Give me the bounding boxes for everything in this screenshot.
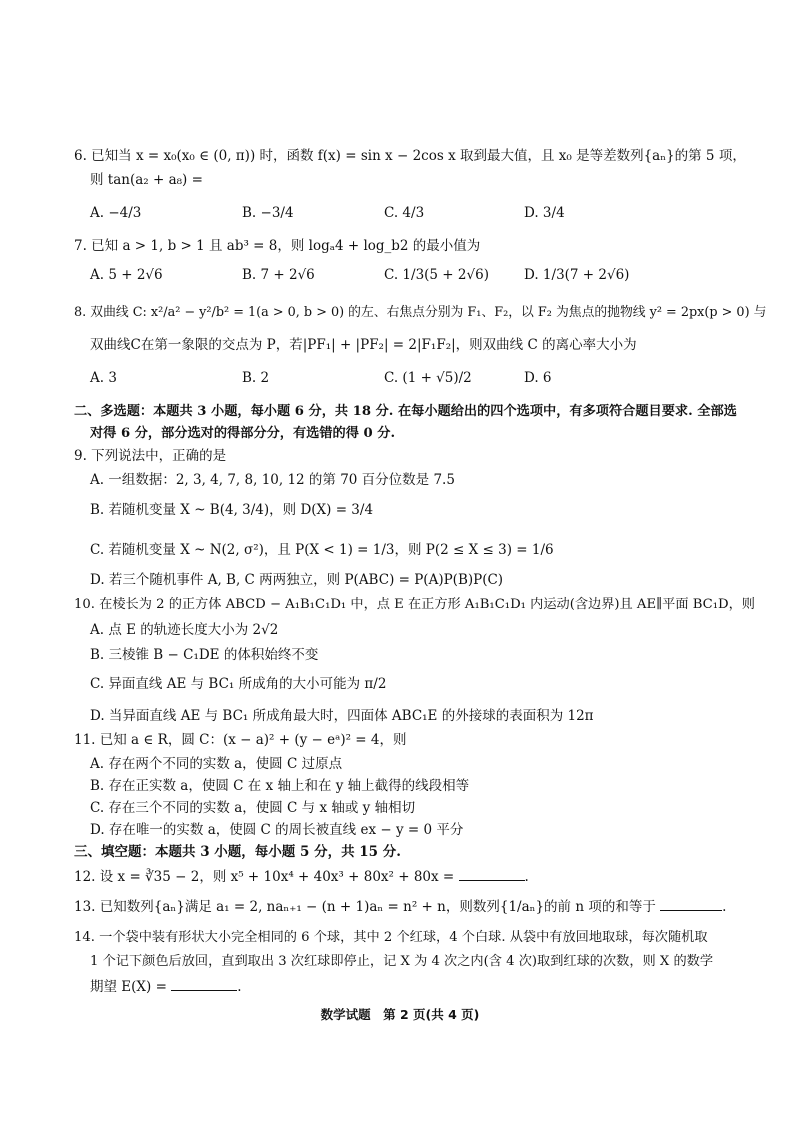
q8-option-d: D. 6 xyxy=(524,370,552,386)
q9-option-b: B. 若随机变量 X ~ B(4, 3/4)，则 D(X) = 3/4 xyxy=(90,502,374,518)
q12-stem: 12. 设 x = ∛35 − 2，则 x⁵ + 10x⁴ + 40x³ + 80x² + 80x = xyxy=(74,869,455,885)
q10-option-d: D. 当异面直线 AE 与 BC₁ 所成角最大时，四面体 ABC₁E 的外接球的表面积为 12π xyxy=(90,708,594,724)
q10-option-c: C. 异面直线 AE 与 BC₁ 所成角的大小可能为 π/2 xyxy=(90,676,387,692)
q11-option-d: D. 存在唯一的实数 a，使圆 C 的周长被直线 ex − y = 0 平分 xyxy=(90,822,464,838)
q8-stem-line-1: 8. 双曲线 C: x²/a² − y²/b² = 1(a > 0, b > 0) 的左、右焦点分别为 F₁、F₂，以 F₂ 为焦点的抛物线 y² = 2px(p > 0) 与 xyxy=(74,305,767,320)
q13-end: . xyxy=(722,899,727,915)
q8-option-c: C. (1 + √5)/2 xyxy=(384,370,472,386)
q12-line xyxy=(74,866,529,887)
q14-stem-end: 期望 E(X) = xyxy=(90,979,167,995)
q7-option-a: A. 5 + 2√6 xyxy=(90,267,163,283)
q14-line-2: 1 个记下颜色后放回，直到取出 3 次红球即停止，记 X 为 4 次之内(含 4 次)取到红球的次数，则 X 的数学 xyxy=(90,954,714,969)
q13-stem: 13. 已知数列{aₙ}满足 a₁ = 2, naₙ₊₁ − (n + 1)aₙ = n² + n，则数列{1/aₙ}的前 n 项的和等于 xyxy=(74,899,656,915)
q9-stem: 9. 下列说法中，正确的是 xyxy=(74,448,227,464)
q14-line-1: 14. 一个袋中装有形状大小完全相同的 6 个球，其中 2 个红球，4 个白球. 从袋中有放回地取球，每次随机取 xyxy=(74,930,708,945)
page-footer: 数学试题 第 2 页(共 4 页) xyxy=(320,1007,480,1022)
q7-stem: 7. 已知 a > 1, b > 1 且 ab³ = 8，则 logₐ4 + log_b2 的最小值为 xyxy=(74,238,481,254)
q11-option-a: A. 存在两个不同的实数 a，使圆 C 过原点 xyxy=(90,756,343,772)
section-2-heading-line-1: 二、多选题：本题共 3 小题，每小题 6 分，共 18 分. 在每小题给出的四个选项中，有多项符合题目要求. 全部选 xyxy=(74,404,737,419)
q6-option-d: D. 3/4 xyxy=(524,205,565,221)
q14-line-3 xyxy=(90,976,242,997)
q9-option-a: A. 一组数据：2, 3, 4, 7, 8, 10, 12 的第 70 百分位数是 7.5 xyxy=(90,472,455,488)
q8-option-a: A. 3 xyxy=(90,370,117,386)
q11-option-c: C. 存在三个不同的实数 a，使圆 C 与 x 轴或 y 轴相切 xyxy=(90,800,416,816)
q14-answer-blank[interactable] xyxy=(171,976,237,991)
q7-option-c: C. 1/3(5 + 2√6) xyxy=(384,267,489,283)
q14-end: . xyxy=(237,979,242,995)
q8-stem-line-2: 双曲线C在第一象限的交点为 P，若|PF₁| + |PF₂| = 2|F₁F₂|，则双曲线 C 的离心率大小为 xyxy=(90,337,637,353)
q13-answer-blank[interactable] xyxy=(660,896,722,911)
q6-stem-line-1: 6. 已知当 x = x₀(x₀ ∈ (0, π)) 时，函数 f(x) = sin x − 2cos x 取到最大值，且 x₀ 是等差数列{aₙ}的第 5 项， xyxy=(74,148,746,164)
q6-option-c: C. 4/3 xyxy=(384,205,425,221)
q11-option-b: B. 存在正实数 a，使圆 C 在 x 轴上和在 y 轴上截得的线段相等 xyxy=(90,778,470,794)
section-2-heading-line-2: 对得 6 分，部分选对的得部分分，有选错的得 0 分. xyxy=(90,426,396,441)
q13-line xyxy=(74,896,726,917)
section-3-heading: 三、填空题：本题共 3 小题，每小题 5 分，共 15 分. xyxy=(74,844,401,860)
q6-stem-line-2: 则 tan(a₂ + a₈) = xyxy=(90,172,203,188)
q10-stem: 10. 在棱长为 2 的正方体 ABCD − A₁B₁C₁D₁ 中，点 E 在正方形 A₁B₁C₁D₁ 内运动(含边界)且 AE∥平面 BC₁D，则 xyxy=(74,597,755,612)
q9-option-c: C. 若随机变量 X ~ N(2, σ²)，且 P(X < 1) = 1/3，则 P(2 ≤ X ≤ 3) = 1/6 xyxy=(90,542,554,558)
q11-stem: 11. 已知 a ∈ R，圆 C：(x − a)² + (y − eᵃ)² = 4，则 xyxy=(74,732,407,748)
q12-answer-blank[interactable] xyxy=(459,866,525,881)
q8-option-b: B. 2 xyxy=(242,370,270,386)
q7-option-b: B. 7 + 2√6 xyxy=(242,267,315,283)
q10-option-b: B. 三棱锥 B − C₁DE 的体积始终不变 xyxy=(90,647,319,663)
q7-option-d: D. 1/3(7 + 2√6) xyxy=(524,267,630,283)
q9-option-d: D. 若三个随机事件 A, B, C 两两独立，则 P(ABC) = P(A)P(B)P(C) xyxy=(90,572,504,588)
q6-option-b: B. −3/4 xyxy=(242,205,294,221)
q6-option-a: A. −4/3 xyxy=(90,205,142,221)
q10-option-a: A. 点 E 的轨迹长度大小为 2√2 xyxy=(90,622,279,638)
q12-end: . xyxy=(524,869,529,885)
